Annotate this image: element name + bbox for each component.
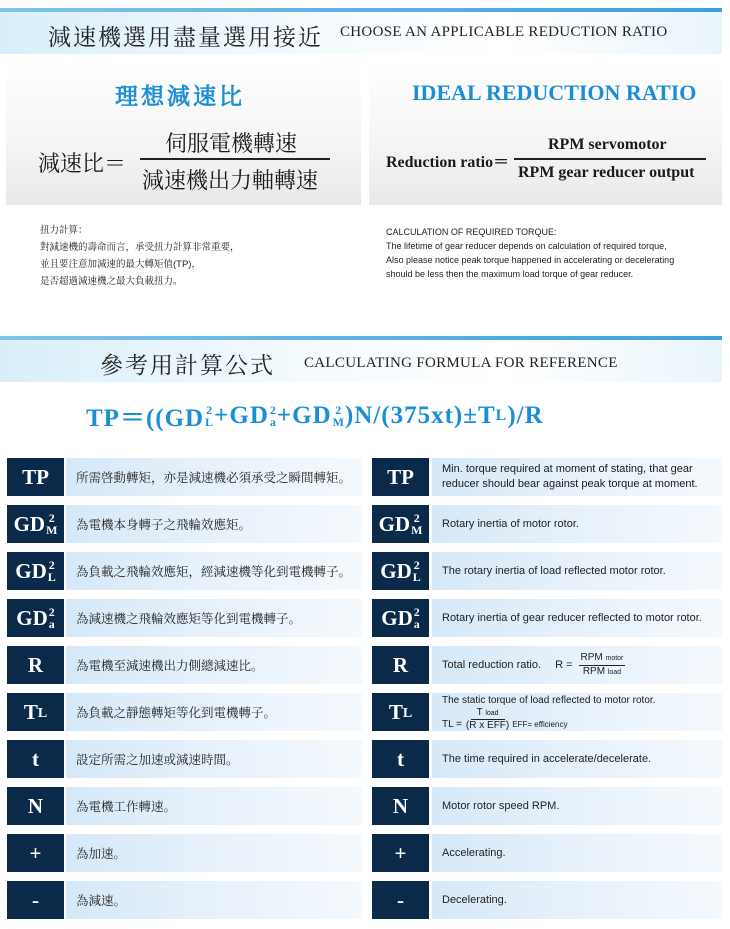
badge-symbol [397,888,404,913]
row-description-cn: 為加速。 [76,847,127,861]
badge-symbol-main: + [394,840,407,865]
symbol-badge-en [372,881,429,919]
torque-note-cn-line: 是否超過減速機之最大負載扭力。 [40,276,183,287]
badge-symbol-sub: L [402,706,413,721]
symbol-badge-cn [7,505,64,543]
badge-symbol [28,794,43,819]
row-description-en: Motor rotor speed RPM. [442,800,560,812]
torque-note-cn-line: 扭力計算： [40,225,88,236]
row-description-en: The rotary inertia of load reflected motor rotor. [442,565,666,577]
badge-symbol-main: N [27,793,44,818]
badge-symbol [28,653,43,678]
badge-symbol-main: R [27,652,44,677]
badge-symbol [32,888,39,913]
symbol-badge-cn [7,881,64,919]
badge-symbol-sup: 2 [48,558,55,572]
tl-num-sub: load [485,710,499,717]
main-formula-part: )/R [507,402,544,429]
ratio-fraction [579,652,626,679]
ratio-eq-label: R = [555,659,573,671]
symbol-badge-cn [7,740,64,778]
ratio-den-sub: load [607,668,622,676]
row-description-cn: 為減速機之飛輪效應矩等化到電機轉子。 [76,612,302,626]
ratio-den-text: RPM [582,665,608,677]
badge-symbol-main: GD [378,511,411,536]
tl-efficiency: EFF= efficiency [512,720,568,729]
main-formula-sub: a [269,415,277,429]
badge-symbol-sub: L [37,706,48,721]
badge-symbol-sup: 2 [48,605,55,619]
row-description-cn: 為負載之靜態轉矩等化到電機轉子。 [76,706,277,720]
torque-note-en-line: Also please notice peak torque happened in accelerating or decelerating [386,255,675,265]
row-description-en: Accelerating. [442,847,506,859]
main-formula-term-l [205,404,214,428]
badge-symbol [395,841,407,866]
row-description-en-line2: reducer should bear against peak torque at moment. [442,478,698,490]
ratio-num-sub: motor [605,654,624,662]
row-description-en [442,462,698,492]
main-formula-term-m [333,404,345,428]
main-formula-sub: L [205,415,215,429]
badge-symbol [397,747,404,772]
tl-formula [442,707,655,731]
badge-symbol-main: GD [16,605,48,630]
badge-symbol [393,653,408,678]
badge-symbol-main: R [392,652,409,677]
badge-symbol-main: N [392,793,409,818]
badge-symbol-main: GD [380,558,412,583]
badge-symbol [14,512,58,537]
row-description-en-text: Total reduction ratio. [442,659,542,671]
main-formula-tl-sub: L [495,407,508,424]
symbol-badge-en [372,552,429,590]
badge-symbol [30,841,42,866]
badge-symbol [387,465,414,490]
ideal-title-cn: 理想減速比 [115,83,245,109]
badge-symbol-stack [49,606,55,630]
badge-symbol-main: TP [387,464,414,489]
badge-symbol-stack [46,512,57,536]
badge-symbol-sub: a [48,617,55,631]
badge-symbol [389,700,412,725]
row-description-en-line1: Min. torque required at moment of stating, that gear [442,463,693,475]
badge-symbol-sub: M [411,523,423,537]
main-formula-part: +GD [276,402,332,429]
header2-title-cn: 參考用計算公式 [100,352,275,378]
tl-eq-label: TL = [442,719,462,730]
row-description-cn: 所需啓動轉矩，亦是減速機必須承受之瞬間轉矩。 [76,471,352,485]
badge-symbol [24,700,47,725]
badge-symbol-main: T [23,699,38,724]
badge-symbol-sub: M [46,523,58,537]
badge-symbol-stack [414,606,420,630]
badge-symbol-main: - [397,887,404,912]
ratio-fraction-den [583,666,621,679]
main-formula-sup: 2 [335,403,343,417]
row-description-cn: 為電機工作轉速。 [76,800,177,814]
main-formula-sub: M [332,415,345,429]
row-description-en: Rotary inertia of motor rotor. [442,518,579,530]
main-formula [86,398,544,434]
tl-num-text: T [476,707,486,718]
badge-symbol-main: - [32,887,39,912]
row-description-en-text: The static torque of load reflected to motor rotor. [442,695,656,706]
badge-symbol-main: GD [381,605,413,630]
ratio-fraction-line-en [514,158,706,160]
tl-fraction [466,707,509,731]
badge-symbol [381,606,420,631]
row-description-en: Decelerating. [442,894,507,906]
torque-note-en [386,225,674,281]
symbol-badge-en [372,505,429,543]
badge-symbol-sup: 2 [413,605,420,619]
symbol-badge-en [372,646,429,684]
badge-symbol-stack [413,559,421,583]
ratio-numerator-en: RPM servomotor [548,136,667,153]
torque-note-cn-line: 並且要注意加減速的最大轉矩值(TP)， [40,259,201,270]
badge-symbol [16,606,55,631]
ratio-lhs-cn: 減速比＝ [38,151,127,176]
symbol-badge-en [372,787,429,825]
tl-fraction-den: (R x EFF) [465,720,510,731]
torque-note-cn-line: 對減速機的壽命而言，承受扭力計算非常重要， [40,242,240,253]
row-description-cn: 為減速。 [76,894,127,908]
header2-title-en: CALCULATING FORMULA FOR REFERENCE [304,355,618,371]
badge-symbol-sub: L [412,570,421,584]
symbol-badge-cn [7,834,64,872]
torque-note-cn [40,222,240,290]
symbol-badge-cn [7,693,64,731]
header1-title-en: CHOOSE AN APPLICABLE REDUCTION RATIO [340,24,668,40]
symbol-badge-cn [7,787,64,825]
badge-symbol [379,512,423,537]
ratio-denominator-en: RPM gear reducer output [518,164,695,181]
badge-symbol-stack [411,512,422,536]
symbol-badge-cn [7,458,64,496]
badge-symbol-sub: L [47,570,56,584]
badge-symbol-main: GD [13,511,46,536]
torque-note-en-line: should be less then the maximum load torque of gear reducer. [386,269,634,279]
ideal-title-en: IDEAL REDUCTION RATIO [412,80,697,105]
symbol-badge-en [372,599,429,637]
badge-symbol-sup: 2 [413,558,420,572]
main-formula-sup: 2 [269,403,277,417]
row-description-cn: 為電機至減速機出力側總減速比。 [76,659,264,673]
badge-symbol-main: t [32,746,39,771]
main-formula-sup: 2 [206,403,214,417]
torque-note-en-line: The lifetime of gear reducer depends on calculation of required torque, [386,241,667,251]
main-formula-term-a [270,404,277,428]
badge-symbol [15,559,56,584]
badge-symbol [380,559,421,584]
badge-symbol-main: TP [22,464,49,489]
ratio-fraction-num [579,652,626,666]
row-description-en [442,646,625,684]
row-description-cn: 設定所需之加速或減速時間。 [76,753,239,767]
ratio-num-text: RPM [580,651,606,663]
header1-title-cn: 減速機選用盡量選用接近 [48,24,323,50]
badge-symbol [22,465,49,490]
main-formula-part: +GD [214,402,269,429]
tl-fraction-num [471,707,505,720]
badge-symbol [393,794,408,819]
row-description-en: The time required in accelerate/decelerate. [442,753,652,765]
symbol-badge-en [372,693,429,731]
main-formula-part: )N/(375xt)±T [344,402,496,429]
badge-symbol-main: t [397,746,404,771]
ratio-numerator-cn: 伺服電機轉速 [165,131,298,156]
symbol-badge-cn [7,552,64,590]
badge-symbol-stack [48,559,56,583]
badge-symbol [32,747,39,772]
badge-symbol-main: + [29,840,42,865]
badge-symbol-main: T [388,699,403,724]
badge-symbol-sup: 2 [413,511,420,525]
badge-symbol-sup: 2 [48,511,55,525]
symbol-badge-cn [7,646,64,684]
row-description-cn: 為負載之飛輪效應矩，經減速機等化到電機轉子。 [76,565,352,579]
ratio-fraction-line-cn [140,158,330,160]
symbol-badge-en [372,458,429,496]
torque-note-en-line: CALCULATION OF REQUIRED TORQUE: [386,227,557,237]
row-description-cn: 為電機本身轉子之飛輪效應矩。 [76,518,252,532]
row-description-en [442,694,655,731]
row-description-en: Rotary inertia of gear reducer reflected to motor rotor. [442,612,702,624]
symbol-badge-cn [7,599,64,637]
badge-symbol-sub: a [413,617,420,631]
symbol-badge-en [372,740,429,778]
badge-symbol-main: GD [15,558,47,583]
ratio-lhs-en: Reduction ratio＝ [386,154,510,171]
ratio-denominator-cn: 減速機出力軸轉速 [142,168,319,193]
main-formula-part: TP＝((GD [86,405,205,432]
symbol-badge-en [372,834,429,872]
